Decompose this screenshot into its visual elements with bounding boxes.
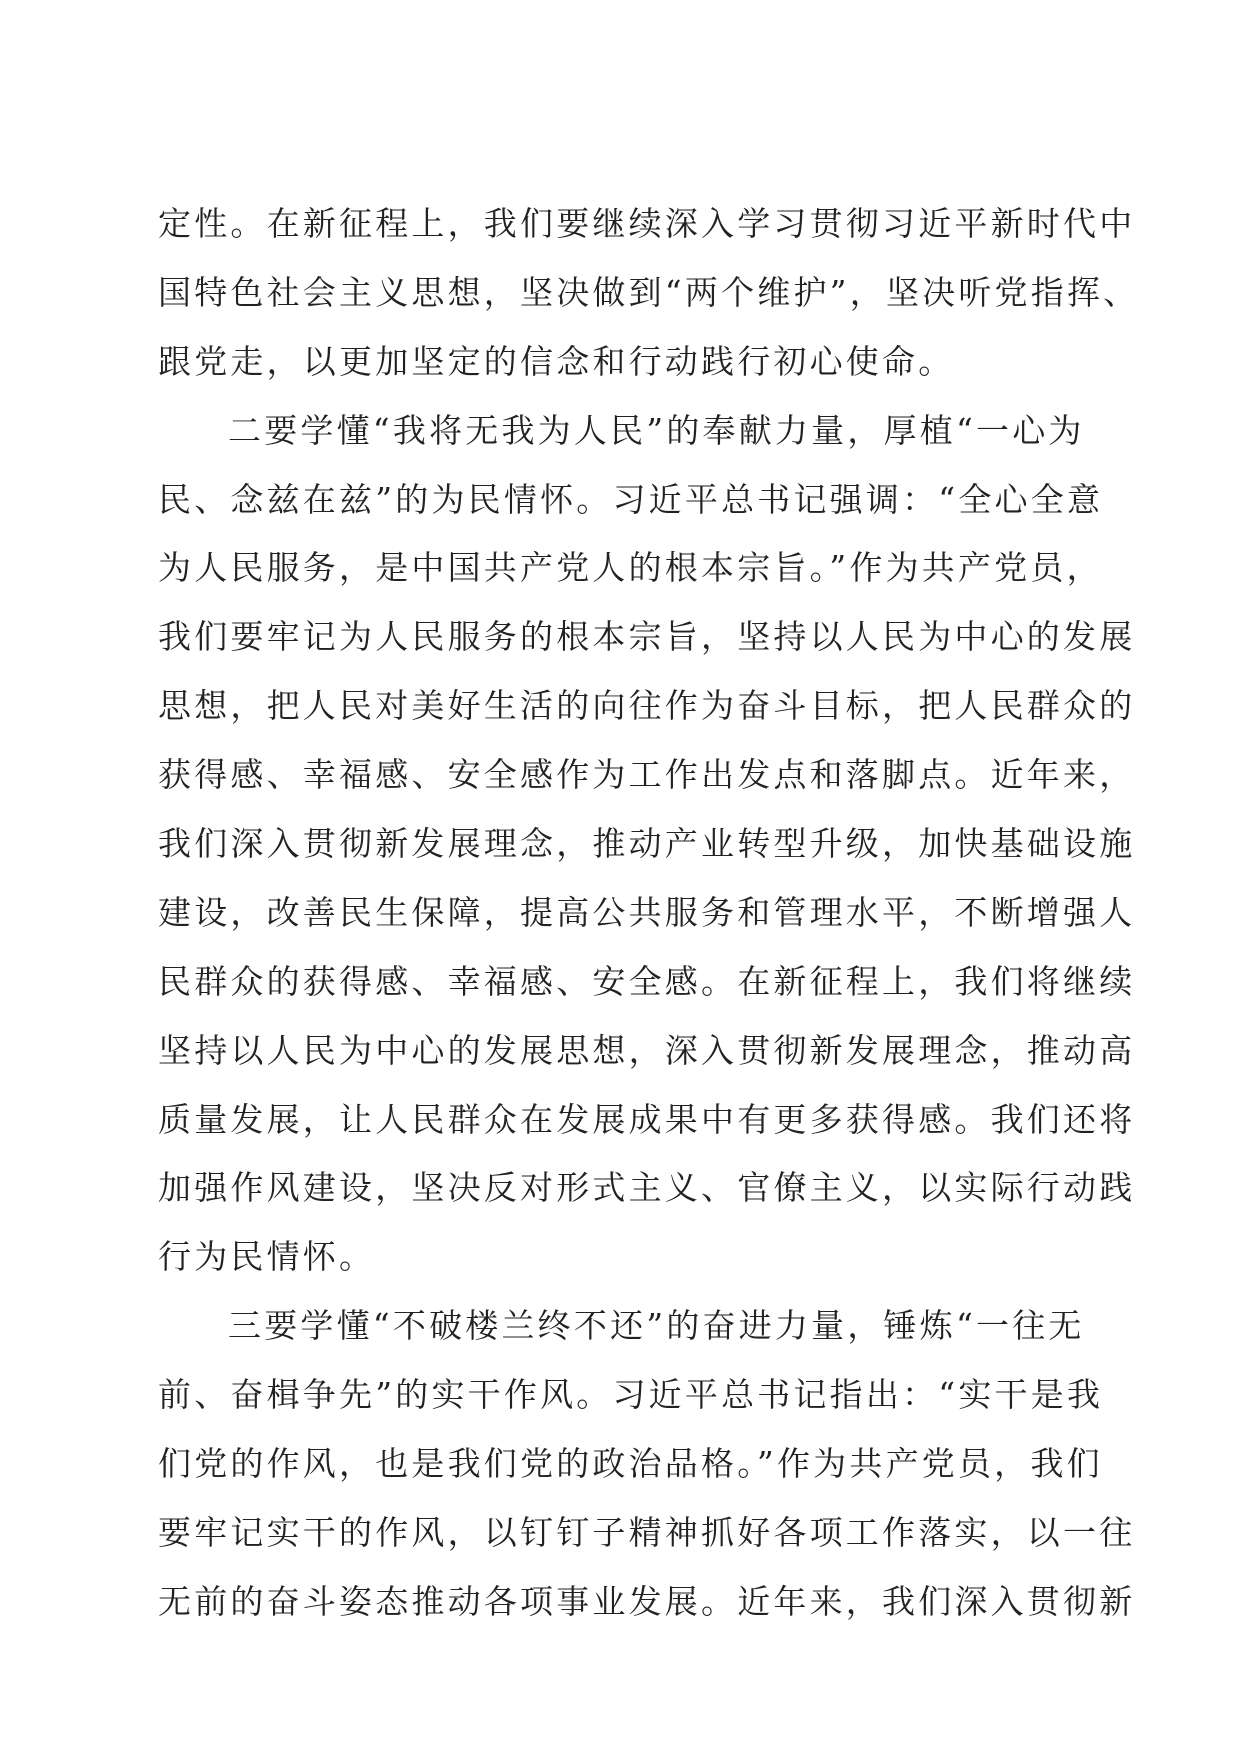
paragraph-first-line: 二要学懂“我将无我为人民”的奉献力量，厚植“一心为: [228, 410, 1085, 450]
text-line: 民、念兹在兹”的为民情怀。习近平总书记强调：“全心全意: [158, 479, 1104, 519]
paragraph-first-line: 三要学懂“不破楼兰终不还”的奋进力量，锤炼“一往无: [228, 1306, 1085, 1346]
text-line: 要牢记实干的作风，以钉钉子精神抓好各项工作落实，以一往: [158, 1512, 1136, 1552]
text-line: 定性。在新征程上，我们要继续深入学习贯彻习近平新时代中: [158, 204, 1136, 243]
text-line: 们党的作风，也是我们党的政治品格。”作为共产党员，我们: [158, 1444, 1103, 1484]
text-line: 行为民情怀。: [158, 1237, 376, 1277]
text-line: 为人民服务，是中国共产党人的根本宗旨。”作为共产党员，: [158, 548, 1103, 588]
text-line: 质量发展，让人民群众在发展成果中有更多获得感。我们还将: [158, 1099, 1136, 1139]
document-body: [158, 190, 1140, 1637]
text-line: 民群众的获得感、幸福感、安全感。在新征程上，我们将继续: [158, 961, 1136, 1001]
text-line: 前、奋楫争先”的实干作风。习近平总书记指出：“实干是我: [158, 1375, 1104, 1415]
text-line: 思想，把人民对美好生活的向往作为奋斗目标，把人民群众的: [158, 686, 1136, 726]
text-line: 无前的奋斗姿态推动各项事业发展。近年来，我们深入贯彻新: [158, 1581, 1136, 1621]
text-line: 获得感、幸福感、安全感作为工作出发点和落脚点。近年来，: [158, 755, 1136, 795]
text-line: 建设，改善民生保障，提高公共服务和管理水平，不断增强人: [158, 892, 1136, 932]
text-line: 跟党走，以更加坚定的信念和行动践行初心使命。: [158, 341, 955, 381]
text-line: 国特色社会主义思想，坚决做到“两个维护”，坚决听党指挥、: [158, 272, 1140, 312]
text-line: 我们深入贯彻新发展理念，推动产业转型升级，加快基础设施: [158, 824, 1136, 864]
text-line: 加强作风建设，坚决反对形式主义、官僚主义，以实际行动践: [158, 1168, 1136, 1208]
text-line: 坚持以人民为中心的发展思想，深入贯彻新发展理念，推动高: [158, 1030, 1136, 1070]
text-line: 我们要牢记为人民服务的根本宗旨，坚持以人民为中心的发展: [158, 617, 1136, 657]
